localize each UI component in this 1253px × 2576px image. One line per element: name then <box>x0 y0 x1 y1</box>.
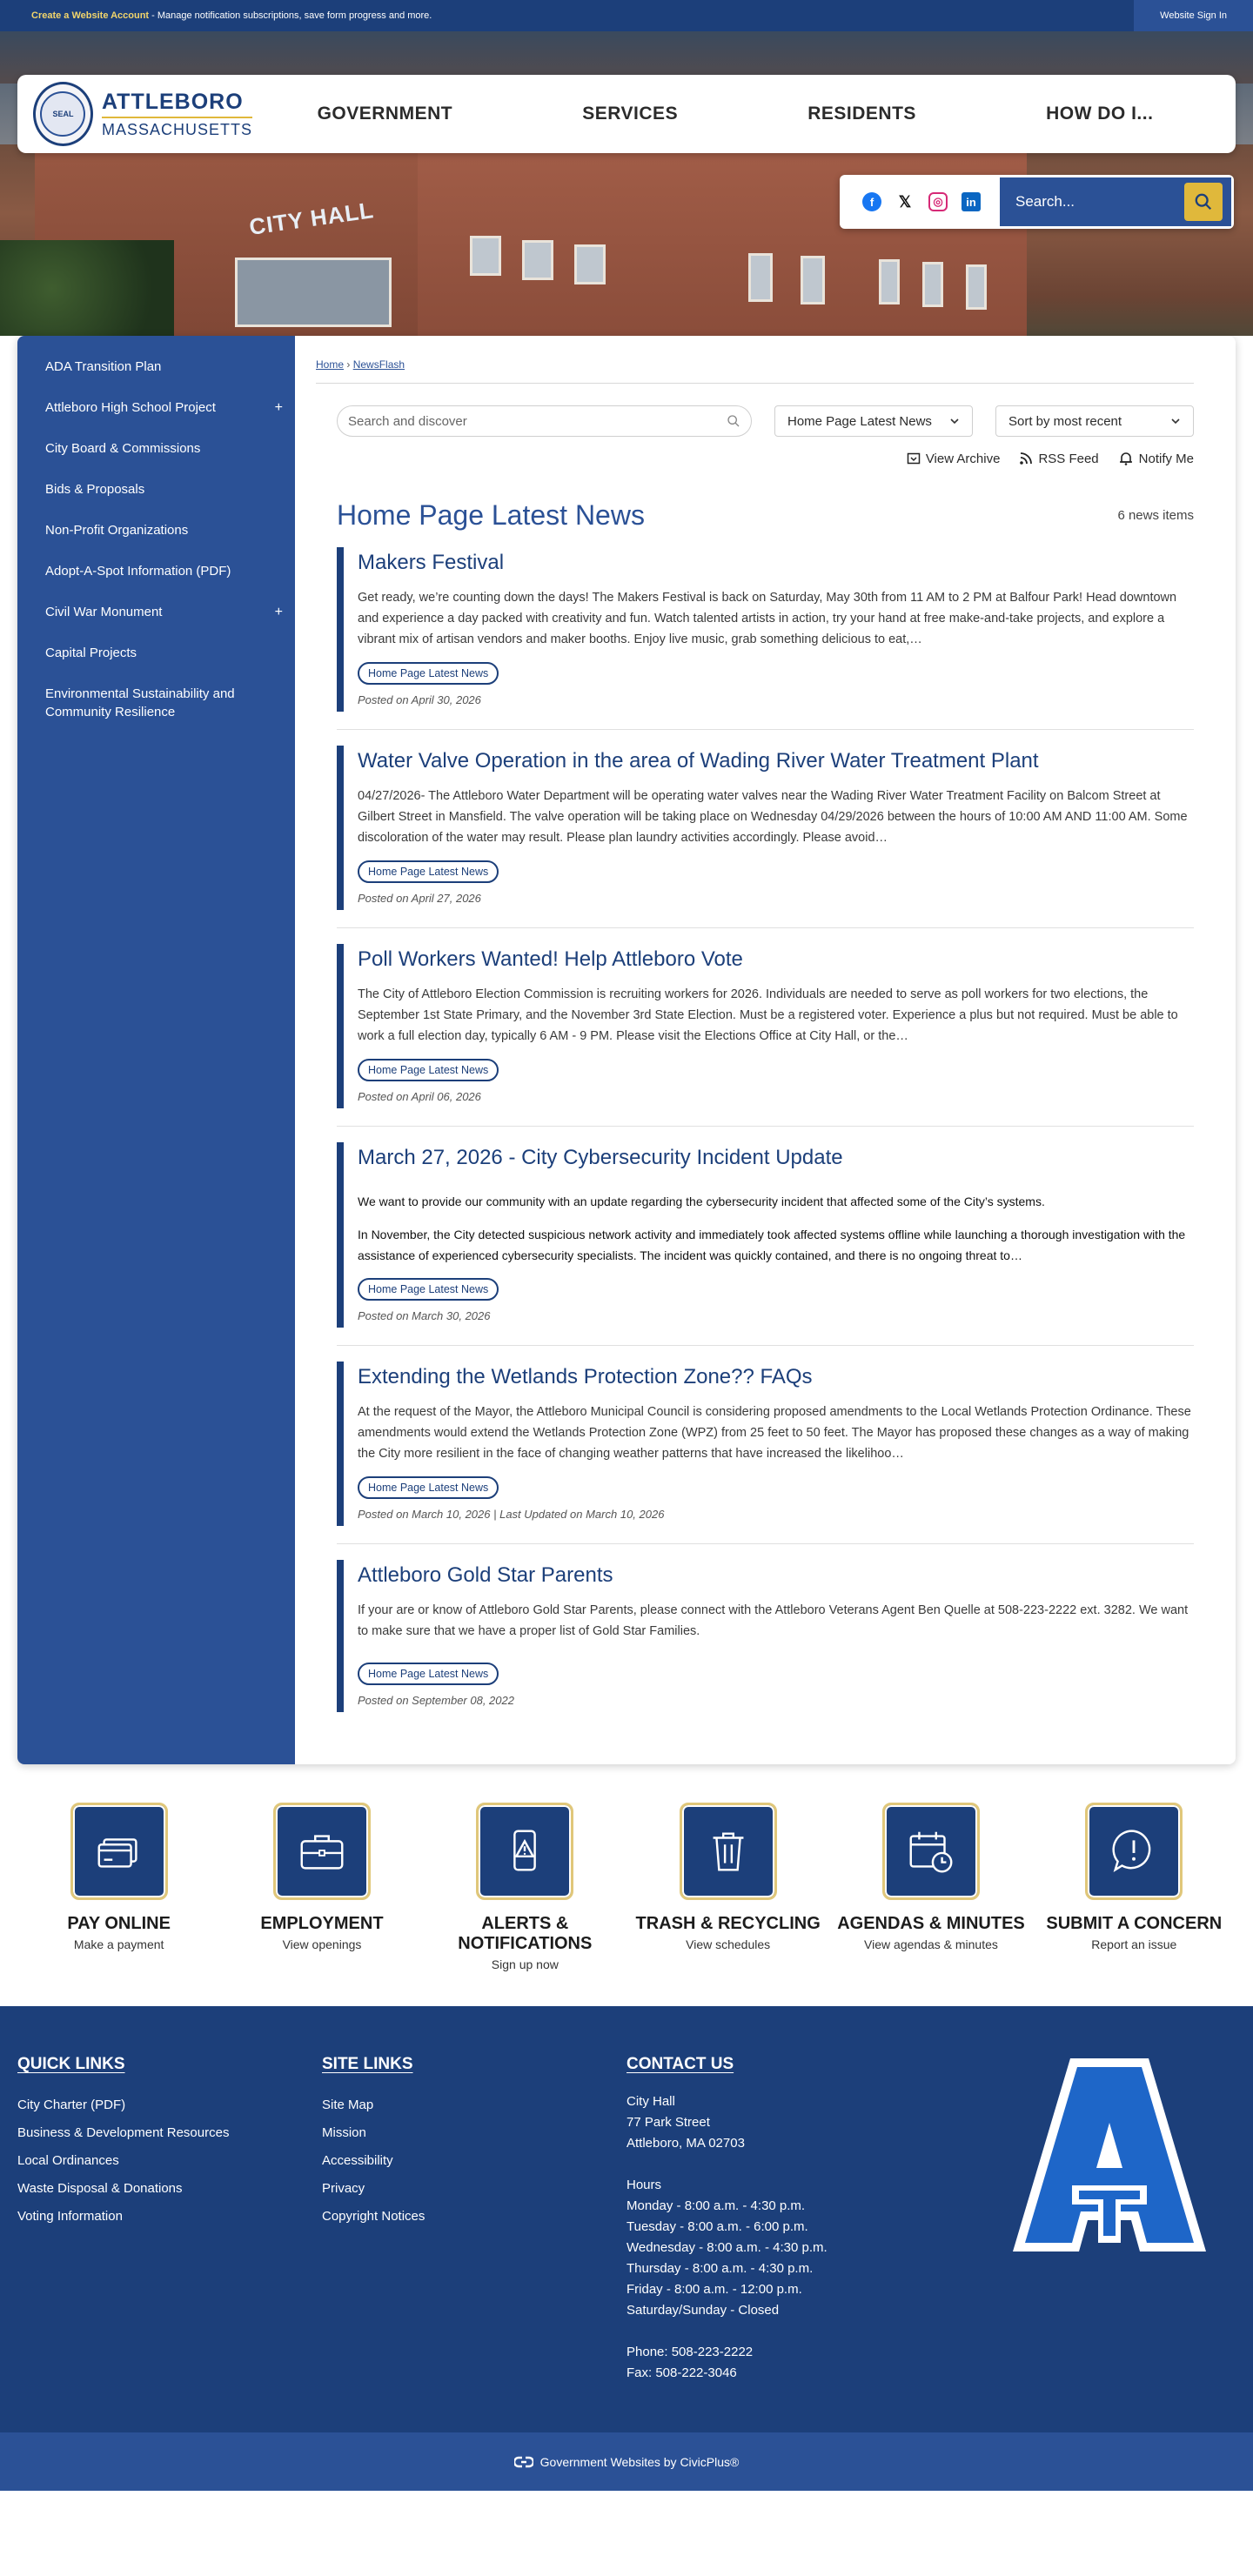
news-category-tag[interactable]: Home Page Latest News <box>358 860 499 883</box>
header-nav-card <box>17 75 1236 153</box>
contact-line: Thursday - 8:00 a.m. - 4:30 p.m. <box>626 2261 814 2276</box>
contact-line: Hours <box>626 2178 662 2192</box>
main-navigation <box>252 104 1236 124</box>
breadcrumb-newsflash[interactable]: NewsFlash <box>352 358 405 371</box>
category-select[interactable] <box>774 405 973 437</box>
x-twitter-icon[interactable]: 𝕏 <box>898 192 912 211</box>
contact-phone[interactable]: Phone: 508-223-2222 <box>626 2345 754 2359</box>
footer-link[interactable]: City Charter (PDF) <box>17 2098 126 2112</box>
facebook-icon[interactable]: f <box>862 192 881 211</box>
hero-window <box>879 259 900 304</box>
tile-employment[interactable] <box>220 1803 423 1971</box>
contact-line: Wednesday - 8:00 a.m. - 4:30 p.m. <box>626 2240 828 2255</box>
contact-line: 77 Park Street <box>626 2115 710 2130</box>
footer-link[interactable]: Privacy <box>322 2181 365 2196</box>
hero-storefront <box>235 258 392 327</box>
footer-quick-links-title: QUICK LINKS <box>17 2055 125 2073</box>
sidebar-item-bids-proposals[interactable] <box>17 469 295 510</box>
sort-select[interactable] <box>995 405 1194 437</box>
news-title-link[interactable]: Water Valve Operation in the area of Wading River Water Treatment Plant <box>358 749 1039 773</box>
divider <box>337 1543 1194 1544</box>
tile-pay-online[interactable] <box>17 1803 220 1971</box>
news-date: Posted on September 08, 2022 <box>358 1694 514 1707</box>
sidebar-item-label: Civil War Monument <box>45 605 163 619</box>
logo-state-name: MASSACHUSETTS <box>101 120 252 138</box>
tile-icon-box <box>680 1803 777 1900</box>
sidebar-item-capital-projects[interactable] <box>17 632 295 673</box>
news-date: Posted on March 10, 2026 | Last Updated on March 10, 2026 <box>358 1508 665 1521</box>
news-category-tag[interactable]: Home Page Latest News <box>358 1663 499 1685</box>
breadcrumb-separator: › <box>344 358 353 371</box>
expand-icon[interactable]: + <box>274 605 283 619</box>
news-count: 6 news items <box>1117 508 1194 523</box>
nav-how-do-i[interactable]: HOW DO I... <box>1046 104 1154 124</box>
news-item <box>337 944 1194 1108</box>
news-date: Posted on April 30, 2026 <box>358 693 481 706</box>
chevron-down-icon <box>949 416 960 426</box>
account-notice <box>31 10 432 21</box>
hero-window <box>922 262 943 307</box>
news-actions <box>316 451 1194 466</box>
social-search-bar <box>840 175 1234 229</box>
news-summary: 04/27/2026- The Attleboro Water Department will be operating water valves near the Wading River Water Treatment Facility on Balcom Street at Gilbert Street in Mansfield. The valve operation will be taking place on Wednesday 04/29/2026 between the hours of 10:00 AM AND 11:00 AM. Some discoloration of the water may result. Please plan laundry activities accordingly. Please avoid… <box>358 789 1188 845</box>
rss-icon <box>1019 452 1033 465</box>
contact-line: Monday - 8:00 a.m. - 4:30 p.m. <box>626 2198 806 2213</box>
contact-line: City Hall <box>626 2094 675 2109</box>
tile-icon-box <box>476 1803 573 1900</box>
news-search-input[interactable] <box>337 405 752 437</box>
sidebar-item-civil-war-monument[interactable] <box>17 592 295 632</box>
tile-agendas-minutes[interactable] <box>829 1803 1032 1971</box>
sidebar-item-ada-transition-plan[interactable] <box>17 346 295 387</box>
footer-credit-bar <box>0 2432 1253 2491</box>
hero-window <box>470 236 501 276</box>
sidebar-item-label: Non-Profit Organizations <box>45 523 189 538</box>
notify-me-label: Notify Me <box>1138 451 1194 466</box>
news-date: Posted on April 27, 2026 <box>358 892 481 905</box>
divider <box>337 1345 1194 1346</box>
sidebar-item-label: City Board & Commissions <box>45 441 201 456</box>
footer-link[interactable]: Business & Development Resources <box>17 2125 230 2140</box>
quick-links-tiles <box>0 1764 1253 2006</box>
civicplus-logo-icon <box>514 2455 533 2469</box>
sidebar-item-label: Capital Projects <box>45 646 137 660</box>
search-icon[interactable] <box>727 414 740 428</box>
footer-link[interactable]: Site Map <box>322 2098 374 2112</box>
tile-alerts[interactable] <box>424 1803 626 1971</box>
tile-title: EMPLOYMENT <box>260 1914 384 1933</box>
contact-spacer <box>626 2154 931 2175</box>
news-item <box>337 1142 1194 1328</box>
news-heading-row <box>316 499 1194 532</box>
tile-submit-concern[interactable] <box>1033 1803 1236 1971</box>
sidebar-item-sustainability[interactable] <box>17 673 295 733</box>
news-category-tag[interactable]: Home Page Latest News <box>358 1059 499 1081</box>
site-search-input[interactable] <box>1000 177 1231 226</box>
top-bar <box>0 0 1253 31</box>
civicplus-credit-link[interactable]: Government Websites by CivicPlus® <box>539 2454 740 2469</box>
instagram-icon[interactable]: ◎ <box>928 192 948 211</box>
news-summary: Get ready, we’re counting down the days! The Makers Festival is back on Saturday, May 30th from 11 AM to 2 PM at Balfour Park! Head downtown and experience a day packed with creativity and fun. Watch talented artists in action, try your hand at free make-and-take projects, and explore a vibrant mix of artisan vendors and maker booths. Enjoy live music, grab something delicious to eat,… <box>358 591 1177 646</box>
social-links <box>840 192 1000 211</box>
sidebar-item-label: ADA Transition Plan <box>45 359 162 374</box>
sort-select-value: Sort by most recent <box>1008 413 1122 429</box>
sidebar-item-boards-commissions[interactable] <box>17 428 295 469</box>
hero-banner <box>0 31 1253 362</box>
news-item <box>337 746 1194 910</box>
hero-window <box>801 256 825 304</box>
news-category-tag[interactable]: Home Page Latest News <box>358 662 499 685</box>
city-seal-icon <box>33 82 93 146</box>
expand-icon[interactable]: + <box>274 400 283 415</box>
sidebar-item-non-profit[interactable] <box>17 510 295 551</box>
tile-subtitle: Sign up now <box>491 1957 559 1971</box>
news-category-tag[interactable]: Home Page Latest News <box>358 1278 499 1301</box>
footer-link[interactable]: Local Ordinances <box>17 2153 119 2168</box>
nav-residents[interactable]: RESIDENTS <box>807 104 916 124</box>
tile-title: TRASH & RECYCLING <box>635 1914 821 1933</box>
letter-a-logo-icon <box>1009 2055 1209 2255</box>
category-select-value: Home Page Latest News <box>787 413 932 429</box>
contact-fax: Fax: 508-222-3046 <box>626 2365 737 2380</box>
news-filters <box>316 405 1194 437</box>
tile-icon-box <box>882 1803 980 1900</box>
footer-contact <box>626 2055 931 2398</box>
rss-feed-link[interactable] <box>1019 451 1098 466</box>
view-archive-label: View Archive <box>925 451 1001 466</box>
news-item <box>337 547 1194 712</box>
content-wrapper <box>0 336 1253 2006</box>
speech-alert-icon <box>1107 1824 1161 1878</box>
search-button[interactable] <box>1184 183 1223 221</box>
sign-in-button[interactable]: Website Sign In <box>1134 0 1253 31</box>
news-search-placeholder: Search and discover <box>348 413 467 429</box>
hero-window <box>522 240 553 280</box>
contact-line: Friday - 8:00 a.m. - 12:00 p.m. <box>626 2282 802 2297</box>
calendar-clock-icon <box>904 1824 958 1878</box>
news-item <box>337 1560 1194 1712</box>
briefcase-icon <box>295 1824 349 1878</box>
footer-link[interactable]: Voting Information <box>17 2209 123 2224</box>
site-footer <box>0 2006 1253 2432</box>
news-date: Posted on April 06, 2026 <box>358 1090 481 1103</box>
tile-title: PAY ONLINE <box>67 1914 171 1933</box>
news-title-link[interactable]: March 27, 2026 - City Cybersecurity Incident Update <box>358 1146 843 1169</box>
tile-icon-box <box>1085 1803 1183 1900</box>
account-notice-text: - Manage notification subscriptions, save form progress and more. <box>149 10 432 21</box>
sidebar-item-label: Attleboro High School Project <box>45 400 216 415</box>
rss-feed-label: RSS Feed <box>1038 451 1099 466</box>
hero-window <box>748 253 773 302</box>
phone-alert-icon <box>498 1824 552 1878</box>
create-account-link[interactable]: Create a Website Account <box>31 10 150 21</box>
city-seal-inner: SEAL <box>40 91 85 137</box>
tile-subtitle: Make a payment <box>73 1937 164 1951</box>
tile-title: ALERTS & NOTIFICATIONS <box>458 1914 593 1953</box>
news-summary: At the request of the Mayor, the Attleboro Municipal Council is considering proposed amendments to the Local Wetlands Protection Ordinance. These amendments would extend the Wetlands Protection Zone (WPZ) from 25 feet to 50 feet. The Mayor has proposed these changes as a way of making the City more resilient in the face of changing weather patterns that have increased the likelihoo… <box>358 1405 1191 1461</box>
news-summary: We want to provide our community with an update regarding the cybersecurity incident that affected some of the City’s systems. <box>358 1194 1045 1208</box>
content-card <box>17 336 1236 1764</box>
credit-card-icon <box>92 1824 146 1878</box>
news-item <box>337 1362 1194 1526</box>
news-title-link[interactable]: Attleboro Gold Star Parents <box>358 1563 613 1587</box>
news-title-link[interactable]: Extending the Wetlands Protection Zone?? FAQs <box>358 1365 813 1388</box>
footer-site-links <box>322 2055 626 2398</box>
sidebar-item-label: Environmental Sustainability and Community Resilience <box>45 686 235 719</box>
trash-icon <box>701 1824 755 1878</box>
contact-spacer <box>626 2321 931 2342</box>
news-title-link[interactable]: Poll Workers Wanted! Help Attleboro Vote <box>358 947 743 971</box>
footer-link[interactable]: Accessibility <box>322 2153 393 2168</box>
footer-link[interactable]: Copyright Notices <box>322 2209 425 2224</box>
tile-title: AGENDAS & MINUTES <box>837 1914 1025 1933</box>
news-main <box>295 336 1236 1764</box>
tile-subtitle: View openings <box>282 1937 362 1951</box>
breadcrumb-home[interactable]: Home <box>316 358 345 371</box>
contact-line: Saturday/Sunday - Closed <box>626 2303 780 2318</box>
archive-icon <box>907 452 921 465</box>
hero-window <box>574 244 606 284</box>
notify-me-link[interactable] <box>1118 451 1194 466</box>
site-search-placeholder: Search... <box>1015 193 1075 210</box>
contact-line: Attleboro, MA 02703 <box>626 2136 745 2151</box>
footer-contact-title: CONTACT US <box>626 2055 734 2073</box>
footer-link[interactable]: Waste Disposal & Donations <box>17 2181 183 2196</box>
news-summary: If your are or know of Attleboro Gold Star Parents, please connect with the Attleboro Veterans Agent Ben Quelle at 508-223-2222 ext. 3282. We want to make sure that we have a proper list of Gold Star Families. <box>358 1603 1189 1638</box>
logo-text <box>102 90 252 139</box>
divider <box>337 927 1194 928</box>
page-title: Home Page Latest News <box>337 499 645 531</box>
contact-line: Tuesday - 8:00 a.m. - 6:00 p.m. <box>626 2219 808 2234</box>
linkedin-icon[interactable]: in <box>962 192 981 211</box>
attleboro-a-logo <box>1009 2055 1209 2398</box>
sidebar-item-high-school-project[interactable] <box>17 387 295 428</box>
hero-city-hall-sign: CITY HALL <box>247 197 376 240</box>
sidebar-item-label: Adopt-A-Spot Information (PDF) <box>45 564 231 579</box>
nav-government[interactable]: GOVERNMENT <box>317 104 453 124</box>
tile-icon-box <box>273 1803 371 1900</box>
news-title-link[interactable]: Makers Festival <box>358 551 505 574</box>
sidebar-nav <box>17 336 295 1764</box>
bell-icon <box>1118 451 1134 466</box>
view-archive-link[interactable] <box>907 451 1001 466</box>
logo-city-name: ATTLEBORO <box>102 90 252 118</box>
site-logo[interactable] <box>17 82 252 146</box>
footer-site-links-title: SITE LINKS <box>322 2055 413 2073</box>
sidebar-item-label: Bids & Proposals <box>45 482 145 497</box>
tile-title: SUBMIT A CONCERN <box>1046 1914 1223 1933</box>
news-summary-continued: In November, the City detected suspicious network activity and immediately took affected systems offline while launching a thorough investigation with the assistance of experienced cybersecurity specialists. The incident was quickly contained, and there is no ongoing threat to… <box>358 1228 1186 1262</box>
divider <box>337 1126 1194 1127</box>
nav-services[interactable]: SERVICES <box>582 104 679 124</box>
breadcrumb <box>316 358 1194 384</box>
tile-trash-recycling[interactable] <box>626 1803 829 1971</box>
news-category-tag[interactable]: Home Page Latest News <box>358 1476 499 1499</box>
tile-subtitle: View agendas & minutes <box>864 1937 998 1951</box>
tile-subtitle: Report an issue <box>1091 1937 1177 1951</box>
footer-quick-links <box>17 2055 322 2398</box>
chevron-down-icon <box>1170 416 1181 426</box>
tile-icon-box <box>70 1803 168 1900</box>
news-date: Posted on March 30, 2026 <box>358 1309 491 1322</box>
tile-subtitle: View schedules <box>686 1937 771 1951</box>
footer-link[interactable]: Mission <box>322 2125 366 2140</box>
hero-window <box>966 264 987 310</box>
sidebar-item-adopt-a-spot[interactable] <box>17 551 295 592</box>
news-summary: The City of Attleboro Election Commission is recruiting workers for 2026. Individuals are needed to serve as poll workers for two elections, the September 1st State Primary, and the November 3rd State Election. Must be a registered voter. Experience a plus but not required. Must be able to work a full election day, typically 6 AM - 9 PM. Please visit the Elections Office at City Hall, or the… <box>358 987 1178 1043</box>
divider <box>337 729 1194 730</box>
search-icon <box>1194 192 1213 211</box>
